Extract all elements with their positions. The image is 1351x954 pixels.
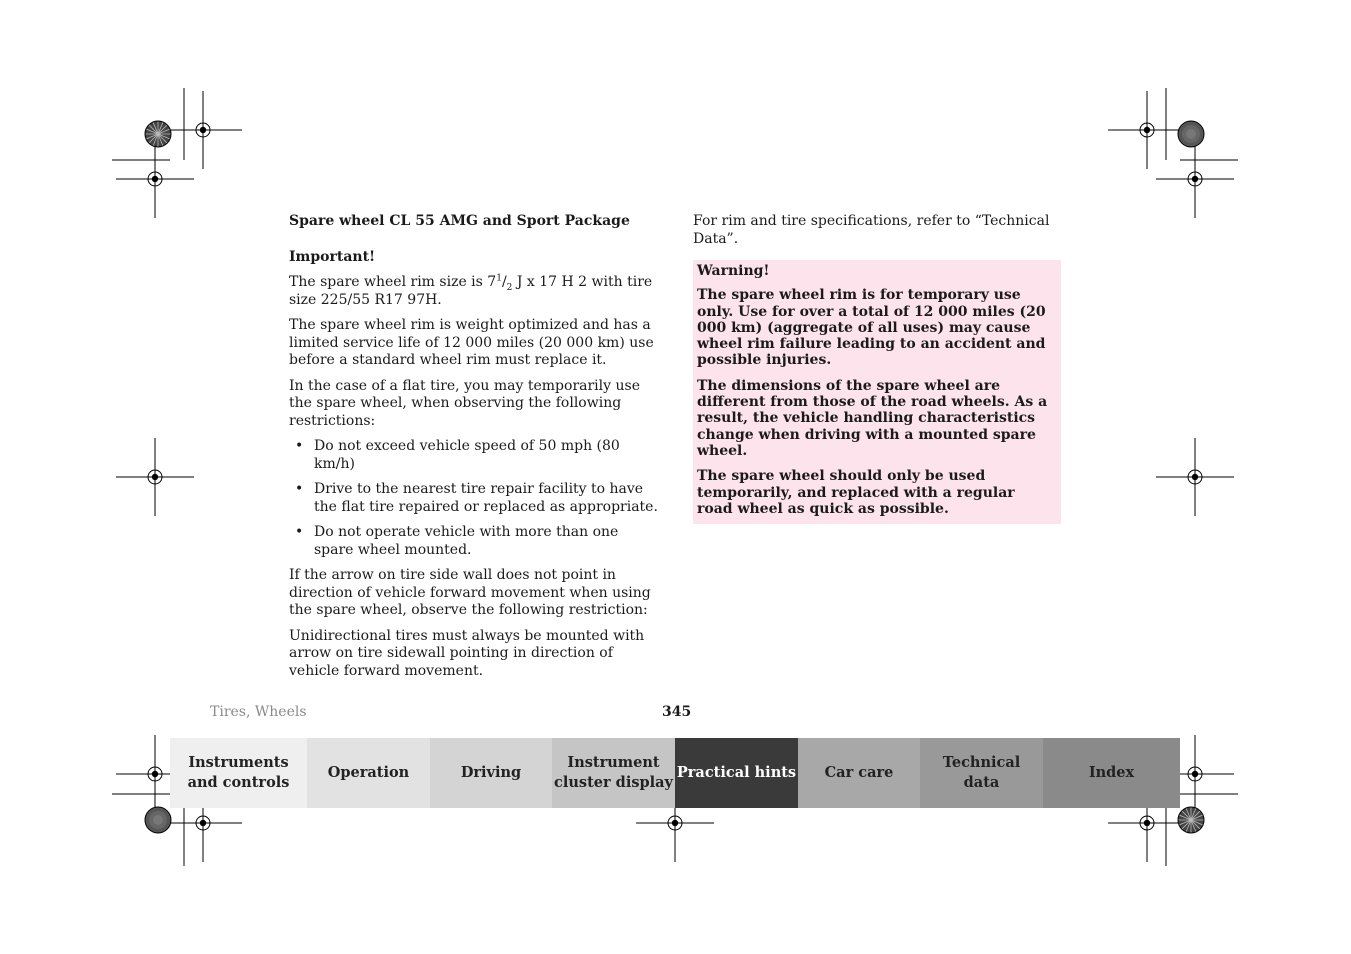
list-item xyxy=(289,481,661,516)
arrow-paragraph: If the arrow on tire side wall does not point in direction of vehicle forward movement when using the spare wheel, observe the following restriction: xyxy=(289,567,651,618)
list-item-text: Do not exceed vehicle speed of 50 mph (80 km/h) xyxy=(314,438,620,472)
specs-reference: For rim and tire specifications, refer to “Technical Data”. xyxy=(693,213,1050,247)
tab-instruments-and-controls[interactable] xyxy=(170,738,307,808)
list-item-text: Drive to the nearest tire repair facility to have the flat tire repaired or replaced as appropriate. xyxy=(314,481,658,515)
bullet-icon: • xyxy=(295,481,304,497)
tab-label: Practical hints xyxy=(676,764,797,781)
tab-technical-data[interactable] xyxy=(920,738,1043,808)
restrictions-list xyxy=(289,438,661,559)
warning-paragraph: The spare wheel rim is for temporary use only. Use for over a total of 12 000 miles (20 000 km) (aggregate of all uses) may cause wheel rim failure leading to an accident and possible injuries. xyxy=(697,287,1046,369)
left-column xyxy=(289,212,661,688)
list-item xyxy=(289,524,661,559)
warning-box xyxy=(693,260,1061,524)
tab-label: Instrument cluster display xyxy=(554,754,673,791)
section-label: Tires, Wheels xyxy=(210,704,307,720)
tab-practical-hints[interactable] xyxy=(675,738,798,808)
tab-label: Index xyxy=(1088,764,1135,781)
weight-paragraph: The spare wheel rim is weight optimized and has a limited service life of 12 000 miles (20 000 km) use before a standard wheel rim must replace it. xyxy=(289,317,654,368)
list-item xyxy=(289,438,661,473)
warning-paragraph: The dimensions of the spare wheel are different from those of the road wheels. As a result, the vehicle handling characteristics change when driving with a mounted spare wheel. xyxy=(697,377,1048,459)
bullet-icon: • xyxy=(295,524,304,540)
list-item-text: Do not operate vehicle with more than one spare wheel mounted. xyxy=(314,524,619,558)
bullet-icon: • xyxy=(295,438,304,454)
tab-label: Driving xyxy=(460,764,522,781)
tab-index[interactable] xyxy=(1043,738,1180,808)
rim-size-prefix: The spare wheel rim size is 7 xyxy=(289,274,497,290)
tab-label: Car care xyxy=(824,764,894,781)
tab-operation[interactable] xyxy=(307,738,430,808)
unidirectional-paragraph: Unidirectional tires must always be mounted with arrow on tire sidewall pointing in direction of vehicle forward movement. xyxy=(289,627,645,679)
tab-car-care[interactable] xyxy=(798,738,920,808)
tab-label: Operation xyxy=(327,764,410,781)
rim-size-sub: 2 xyxy=(506,282,513,293)
rim-size-suffix: J x 17 H 2 with tire size 225/55 R17 97H. xyxy=(289,274,653,308)
rim-size-paragraph xyxy=(289,274,661,309)
chapter-tabs xyxy=(170,738,1180,808)
tab-driving[interactable] xyxy=(430,738,552,808)
flat-tire-paragraph: In the case of a flat tire, you may temporarily use the spare wheel, when observing the following restrictions: xyxy=(289,377,640,429)
tab-label: Instruments and controls xyxy=(187,754,290,791)
rim-size-sup: 1 xyxy=(496,273,502,284)
warning-paragraph: The spare wheel should only be used temporarily, and replaced with a regular road wheel as quick as possible. xyxy=(697,468,1015,517)
section-heading: Spare wheel CL 55 AMG and Sport Package xyxy=(289,213,630,229)
tab-label: Technical data xyxy=(942,754,1021,791)
important-label: Important! xyxy=(289,248,376,265)
right-column xyxy=(693,212,1061,524)
warning-title: Warning! xyxy=(697,263,770,279)
rim-size-slash: / xyxy=(501,274,507,290)
page-number: 345 xyxy=(662,704,692,720)
tab-instrument-cluster-display[interactable] xyxy=(552,738,675,808)
